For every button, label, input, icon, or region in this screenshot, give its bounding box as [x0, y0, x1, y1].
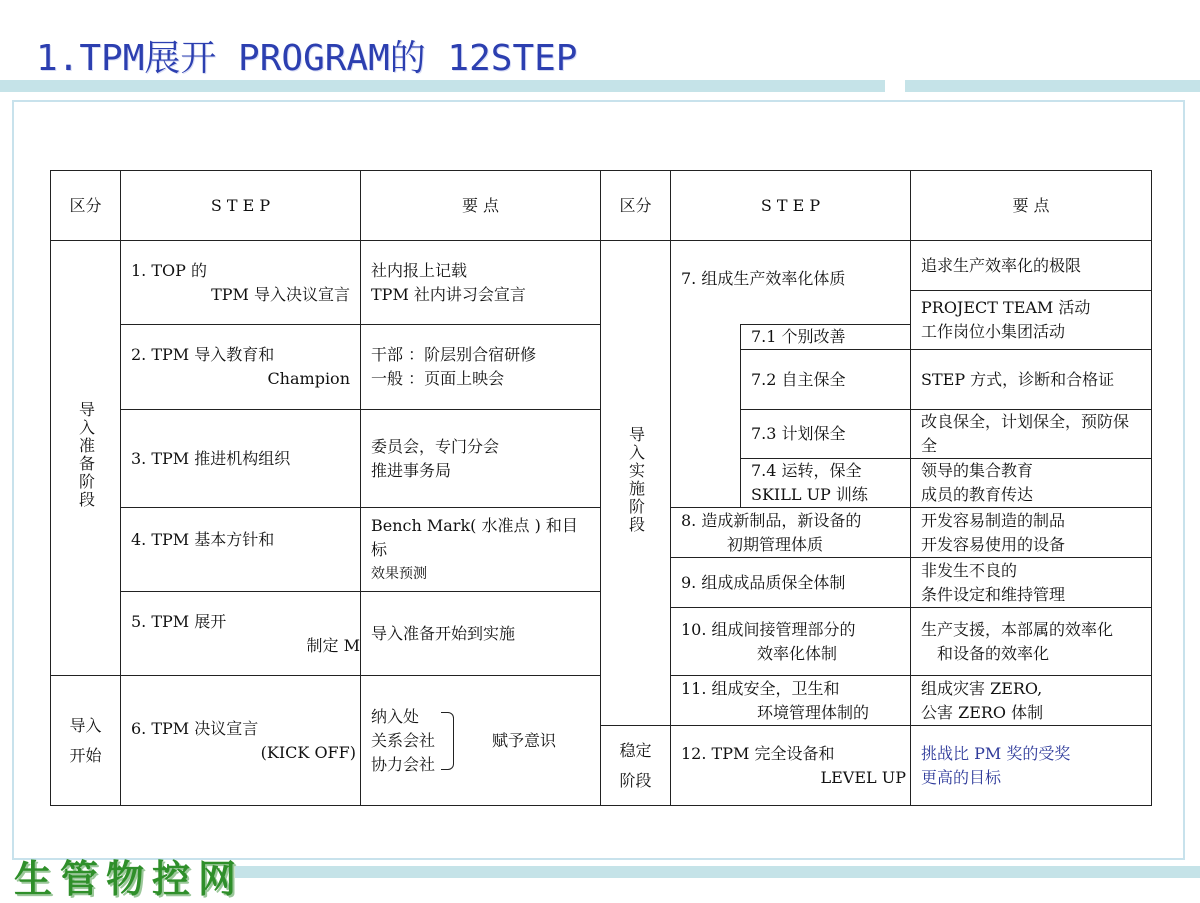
- title-rule: [0, 80, 885, 92]
- point-3: 委员会，专门分会 推进事务局: [361, 410, 601, 508]
- step-12: 12. TPM 完全设备和 LEVEL UP: [671, 726, 911, 806]
- point-11: 组成灾害 ZERO, 公害 ZERO 体制: [911, 676, 1152, 726]
- step-5: 5. TPM 展开 制定 M: [121, 592, 361, 676]
- header-division-right: 区分: [601, 171, 671, 241]
- phase-stable-cell: [601, 726, 671, 806]
- point-10: 生产支援，本部属的效率化 和设备的效率化: [911, 608, 1152, 676]
- step-2: 2. TPM 导入教育和 Champion: [121, 325, 361, 410]
- phase-impl-cell: [601, 241, 671, 726]
- step-1: 1. TOP 的 TPM 导入决议宣言: [121, 241, 361, 325]
- point-4: Bench Mark( 水准点 ) 和目标 效果预测: [361, 508, 601, 592]
- point-7-2: STEP 方式，诊断和合格证: [911, 350, 1152, 410]
- point-2: 干部 ：阶层别合宿研修 一般 ：页面上映会: [361, 325, 601, 410]
- point-7-1: PROJECT TEAM 活动 工作岗位小集团活动: [911, 291, 1152, 350]
- header-step-right: S T E P: [671, 171, 911, 241]
- point-12: 挑战比 PM 奖的受奖 更高的目标: [911, 726, 1152, 806]
- page-title: 1.TPM展开 PROGRAM的 12STEP: [36, 38, 578, 79]
- phase-start-label: 导入开始: [69, 715, 102, 765]
- point-1: 社内报上记载 TPM 社内讲习会宣言: [361, 241, 601, 325]
- header-step-left: S T E P: [121, 171, 361, 241]
- brand-logo: 生管物控网: [14, 856, 245, 901]
- step-7: 7. 组成生产效率化体质: [671, 241, 911, 325]
- substep-7-1: 7.1 个别改善: [741, 325, 911, 350]
- point-8: 开发容易制造的制品 开发容易使用的设备: [911, 508, 1152, 558]
- tpm-steps-table: [50, 170, 1152, 806]
- footer-rule: [235, 866, 1200, 878]
- phase-prep-label: 导入准备阶段: [76, 400, 96, 509]
- step-10: 10. 组成间接管理部分的 效率化体制: [671, 608, 911, 676]
- phase-stable-label: 稳定阶段: [619, 740, 652, 790]
- step-8: 8. 造成新制品，新设备的 初期管理体质: [671, 508, 911, 558]
- step-3: 3. TPM 推进机构组织: [121, 410, 361, 508]
- point-5: 导入准备开始到实施: [361, 592, 601, 676]
- title-rule-right: [905, 80, 1200, 92]
- substep-7-2: 7.2 自主保全: [741, 350, 911, 410]
- substep-7-3: 7.3 计划保全: [741, 410, 911, 459]
- brace-icon: [441, 712, 454, 770]
- phase-prep-cell: [51, 241, 121, 676]
- step-6: 6. TPM 决议宣言 (KICK OFF): [121, 676, 361, 806]
- substep-7-4: 7.4 运转，保全 SKILL UP 训练: [741, 459, 911, 508]
- header-point-right: 要 点: [911, 171, 1152, 241]
- phase-start-cell: [51, 676, 121, 806]
- point-7-4: 领导的集合教育 成员的教育传达: [911, 459, 1152, 508]
- step-9: 9. 组成成品质保全体制: [671, 558, 911, 608]
- point-9: 非发生不良的 条件设定和维持管理: [911, 558, 1152, 608]
- header-division-left: 区分: [51, 171, 121, 241]
- step-11: 11. 组成安全，卫生和 环境管理体制的: [671, 676, 911, 726]
- point-6: 纳入处 关系会社 协力会社 赋予意识: [361, 676, 601, 806]
- phase-impl-label: 导入实施阶段: [626, 425, 646, 534]
- step-4: 4. TPM 基本方针和: [121, 508, 361, 592]
- point-7: 追求生产效率化的极限: [911, 241, 1152, 291]
- point-7-3: 改良保全，计划保全，预防保全: [911, 410, 1152, 459]
- header-point-left: 要 点: [361, 171, 601, 241]
